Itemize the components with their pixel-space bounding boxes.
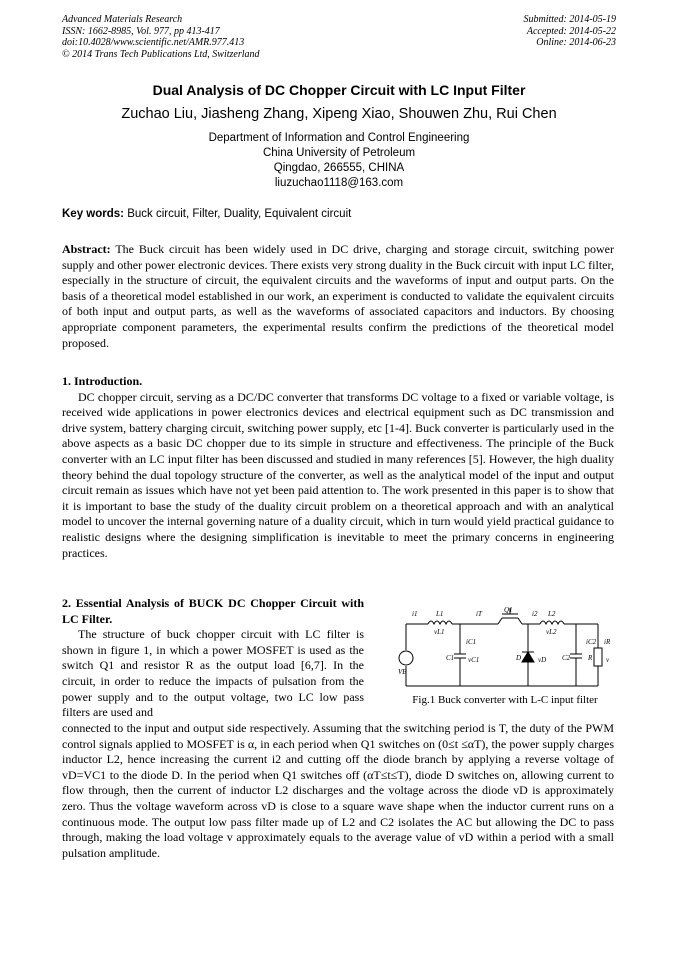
label-iT: iT	[476, 610, 482, 618]
journal-issn: ISSN: 1662-8985, Vol. 977, pp 413-417	[62, 25, 220, 37]
section-analysis	[62, 596, 364, 721]
affiliation	[0, 131, 678, 191]
label-vD: vD	[538, 656, 547, 664]
affiliation-email[interactable]: liuzuchao1118@163.com	[274, 177, 404, 189]
accepted-date: Accepted: 2014-05-22	[526, 25, 616, 37]
submitted-date: Submitted: 2014-05-19	[523, 14, 616, 25]
label-D: D	[516, 654, 522, 662]
section-introduction	[62, 374, 614, 561]
label-L1: L1	[436, 610, 444, 618]
label-vL1: vL1	[434, 628, 445, 636]
journal-header	[62, 14, 260, 60]
label-C1: C1	[446, 654, 455, 662]
dates-header	[524, 14, 617, 49]
section-analysis-continued: connected to the input and output side respectively. Assuming that the switching period is T, the duty of the PWM control signals applied to MOSFET is α, in each period when Q1 switches on (0≤t ≤αT), the power supply charges inductor L2, hence increasing the current i2 and cutting off the diode branch by applying a reverse voltage of vD=VC1 to the diode D. In the period when Q1 switches off (αT≤t≤T), diode D switches on, allowing current to flow through, then the current of inductor L2 discharges and the voltage across the diode vD is approximately zero. Thus the voltage waveform across vD is close to a square wave shape when the inductor current runs on a continuous mode. The output low pass filter made up of L2 and C2 isolates the AC but allowing the DC to pass through, making the load voltage v approximately equals to the average value of vD within a period with a small pulsation amplitude.	[62, 721, 614, 860]
label-v: v	[606, 656, 610, 664]
paper-authors: Zuchao Liu, Jiasheng Zhang, Xipeng Xiao, Shouwen Zhu, Rui Chen	[121, 106, 557, 122]
label-iR: iR	[604, 638, 611, 646]
keywords-label: Key words:	[62, 208, 124, 220]
circuit-diagram	[398, 604, 614, 694]
label-VE: VE	[398, 668, 407, 676]
figure-caption: Fig.1 Buck converter with L-C input filter	[412, 694, 598, 706]
label-R: R	[588, 654, 593, 662]
section-heading-introduction: 1. Introduction.	[62, 374, 143, 388]
affiliation-city: Qingdao, 266555, CHINA	[273, 162, 405, 174]
label-L2: L2	[548, 610, 556, 618]
affiliation-university: China University of Petroleum	[262, 147, 416, 159]
label-iC2: iC2	[586, 638, 597, 646]
abstract-text: The Buck circuit has been widely used in DC drive, charging and storage circuit, switching power supply and other power electronic devices. There exists very strong duality in the Buck circuit with input LC filter, especially in the structure of circuit, the equivalent circuits and the waveforms of input and output parts. On the basis of a theoretical model established in our work, an experiment is conducted to validate the equivalent circuits of both input and output parts, as well as the waveforms of associated capacitors and inductors. By choosing appropriate component parameters, the experimental results confirm the predictions of the theoretical model proposed.	[62, 242, 614, 350]
journal-doi[interactable]: doi:10.4028/www.scientific.net/AMR.977.413	[62, 37, 245, 48]
label-vC1: vC1	[468, 656, 480, 664]
journal-copyright: © 2014 Trans Tech Publications Ltd, Switzerland	[62, 48, 260, 60]
label-i1: i1	[412, 610, 418, 618]
paper-title: Dual Analysis of DC Chopper Circuit with LC Input Filter	[152, 82, 526, 98]
keywords-text: Buck circuit, Filter, Duality, Equivalent circuit	[127, 208, 352, 220]
journal-name: Advanced Materials Research	[62, 14, 183, 25]
section-analysis-text-narrow: The structure of buck chopper circuit with LC filter is shown in figure 1, in which a power MOSFET is used as the switch Q1 and resistor R as the output load [6,7]. In the circuit, in order to reduce the impacts of pulsation from the power supply and to the output voltage, two LC low pass filters are used and	[62, 627, 364, 720]
online-date: Online: 2014-06-23	[536, 37, 616, 48]
label-iC1: iC1	[466, 638, 477, 646]
abstract-label: Abstract:	[62, 242, 111, 256]
label-i2: i2	[532, 610, 538, 618]
abstract	[62, 242, 614, 351]
label-C2: C2	[562, 654, 571, 662]
label-Q1: Q1	[504, 606, 513, 614]
keywords	[62, 208, 351, 220]
label-vL2: vL2	[546, 628, 557, 636]
affiliation-dept: Department of Information and Control Engineering	[208, 132, 470, 144]
section-introduction-text: DC chopper circuit, serving as a DC/DC converter that transforms DC voltage to a fixed or variable voltage, is received wide applications in power electronics devices and electrical equipment such as DC transmission and drive system, battery charging circuit, switching power supply, etc [1-4]. Buck converter is particularly used in the above aspects as a basic DC chopper due to its simple in structure and effectiveness. The principle of the Buck converter with an LC input filter has been discussed and studied in many references [5]. However, the high duality theory behind the dual topology structure of the converter, as well as the analytical model of the input and output circuit remain as issues which have not yet been paid attention to. The work presented in this paper is to show that it is important to base the study of the duality circuit problem on a theoretical approach and with an analytical model to uncover the internal governing nature of a duality circuit, which in turn would yield practical guidance to realistic designs where the designing simplification is inevitable to meet the primary concerns in engineering practices.	[62, 389, 614, 560]
section-heading-analysis: 2. Essential Analysis of BUCK DC Chopper Circuit with LC Filter.	[62, 596, 364, 626]
